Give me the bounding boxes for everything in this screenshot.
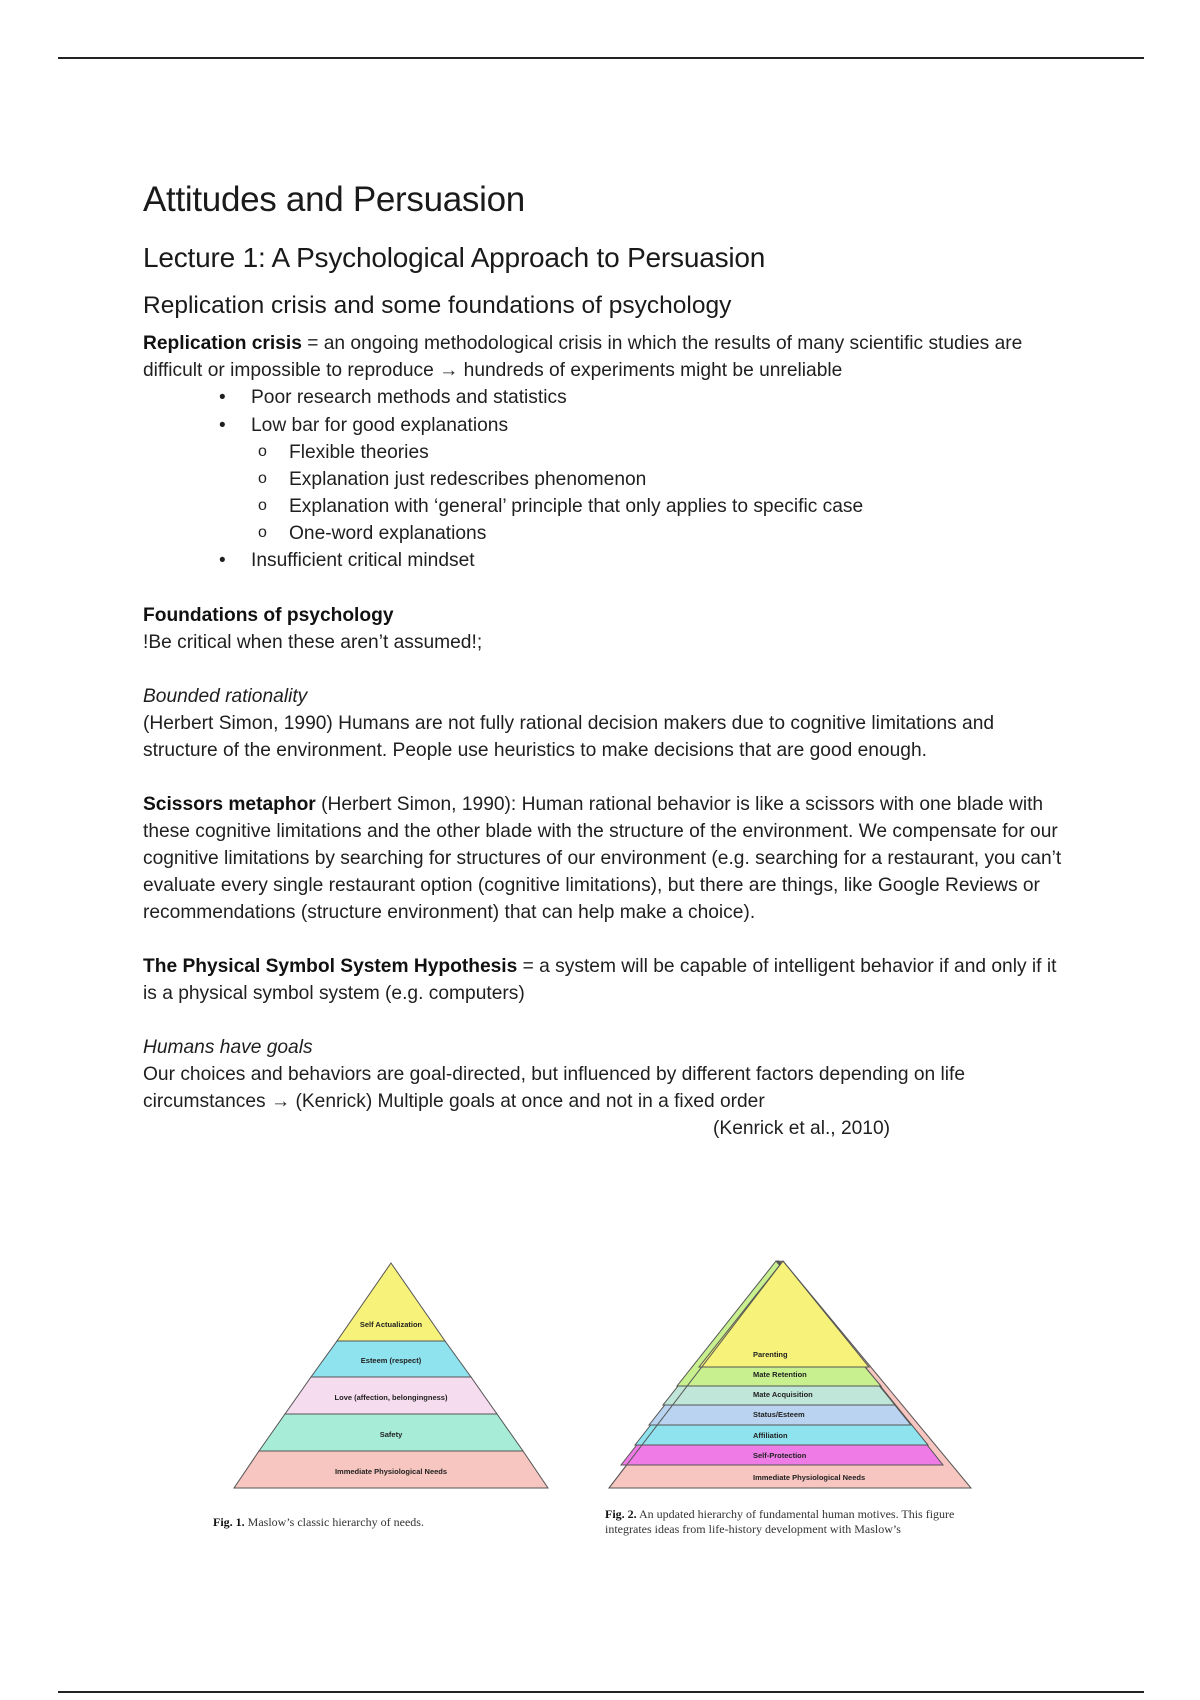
figure-2-svg <box>573 1245 1003 1515</box>
fig2-label-4: Status/Esteem <box>753 1410 805 1419</box>
pssh-term: The Physical Symbol System Hypothesis <box>143 955 518 977</box>
document-body <box>143 180 1073 1142</box>
fig2-label-1: Parenting <box>753 1350 788 1359</box>
fig2-label-7: Immediate Physiological Needs <box>753 1473 866 1482</box>
goals-heading-text: Humans have goals <box>143 1036 313 1058</box>
bottom-rule <box>58 1691 1144 1693</box>
fig2-label-5: Affiliation <box>753 1431 788 1440</box>
figure-2-updated-pyramid <box>573 1245 1003 1560</box>
figure-1-caption <box>213 1515 553 1530</box>
list-item: • Poor research methods and statistics <box>219 384 1073 412</box>
lecture-heading: Lecture 1: A Psychological Approach to Persuasion <box>143 242 766 273</box>
pssh-paragraph <box>143 953 1073 1007</box>
figure-2-caption-label: Fig. 2. <box>605 1507 637 1521</box>
explanation-subbullets <box>251 439 1073 547</box>
foundations-heading <box>143 602 1073 629</box>
sub-list-item: o Explanation just redescribes phenomenon <box>255 466 1073 493</box>
fig1-label-3: Love (affection, belongingness) <box>334 1393 448 1402</box>
replication-paragraph <box>143 330 1073 384</box>
figure-2-caption <box>605 1507 965 1537</box>
list-item <box>219 412 1073 548</box>
scissors-paragraph <box>143 791 1073 926</box>
list-item-text: Low bar for good explanations <box>251 414 509 436</box>
replication-definition: = an ongoing methodological crisis in which the results of many scientific studies are difficult or impossible to reproduce → hundreds of experiments might be unreliable <box>143 333 1023 381</box>
sub-list-item: o One-word explanations <box>255 520 1073 547</box>
scissors-term: Scissors metaphor <box>143 793 316 815</box>
foundations-heading-text: Foundations of psychology <box>143 604 394 626</box>
fig2-label-6: Self-Protection <box>753 1451 807 1460</box>
fig2-label-3: Mate Acquisition <box>753 1390 813 1399</box>
replication-bullets <box>143 384 1073 575</box>
fig1-label-1: Self Actualization <box>359 1320 423 1329</box>
goals-citation: (Kenrick et al., 2010) <box>713 1117 891 1139</box>
sub-list-item: o Explanation with ‘general’ principle that only applies to specific case <box>255 493 1073 520</box>
document-title: Attitudes and Persuasion <box>143 180 525 219</box>
fig2-label-2: Mate Retention <box>753 1370 807 1379</box>
sub-list-item: o Flexible theories <box>255 439 1073 466</box>
fig1-label-2: Esteem (respect) <box>360 1356 422 1365</box>
top-rule <box>58 57 1144 59</box>
goals-paragraph: Our choices and behaviors are goal-directed, but influenced by different factors depending on life circumstances → (Kenrick) Multiple goals at once and not in a fixed order <box>143 1063 966 1112</box>
bounded-heading <box>143 683 1073 710</box>
pssh-text: = a system will be capable of intelligent behavior if and only if it is a physical symbol system (e.g. computers) <box>143 955 1057 1004</box>
bounded-heading-text: Bounded rationality <box>143 685 308 707</box>
scissors-text: (Herbert Simon, 1990): Human rational behavior is like a scissors with one blade with these cognitive limitations and the other blade with the structure of the environment. We compensate for our cognitive limitations by searching for structures of our environment (e.g. searching for a restaurant, you can’t evaluate every single restaurant option (cognitive limitations), but there are things, like Google Reviews or recommendations (structure environment) that can help make a choice). <box>143 793 1062 923</box>
figure-1-caption-text: Maslow’s classic hierarchy of needs. <box>244 1515 424 1529</box>
list-item: • Insufficient critical mindset <box>219 547 1073 575</box>
replication-term: Replication crisis <box>143 333 302 354</box>
figure-1-caption-label: Fig. 1. <box>213 1515 245 1529</box>
fig1-label-5: Immediate Physiological Needs <box>334 1467 448 1476</box>
figures-area <box>143 1245 1003 1560</box>
figure-2-caption-text: An updated hierarchy of fundamental human motives. This figure integrates ideas from life-history development with Maslow’s <box>605 1507 955 1536</box>
foundations-note: !Be critical when these aren’t assumed!; <box>143 631 483 653</box>
fig1-level-1 <box>337 1263 445 1341</box>
figure-1-maslow-pyramid <box>143 1245 573 1529</box>
section-heading: Replication crisis and some foundations of psychology <box>143 292 732 319</box>
bounded-paragraph: (Herbert Simon, 1990) Humans are not fully rational decision makers due to cognitive limitations and structure of the environment. People use heuristics to make decisions that are good enough. <box>143 712 995 761</box>
figure-1-svg <box>143 1245 573 1515</box>
goals-heading <box>143 1034 1073 1061</box>
fig1-label-4: Safety <box>379 1430 403 1439</box>
